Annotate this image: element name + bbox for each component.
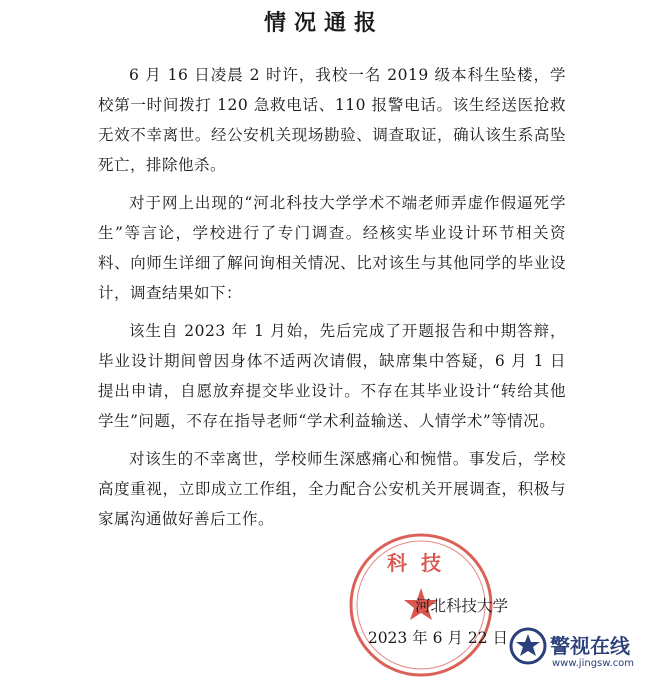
seal-top-text: 科技	[387, 551, 455, 575]
signature-block	[368, 590, 508, 654]
paragraph-4: 对该生的不幸离世，学校师生深感痛心和惋惜。事发后，学校高度重视，立即成立工作组，全力配合公安机关开展调查，积极与家属沟通做好善后工作。	[98, 450, 566, 528]
paragraph-2: 对于网上出现的“河北科技大学学术不端老师弄虚作假逼死学生”等言论，学校进行了专门调查。经核实毕业设计环节相关资料、向师生详细了解问询相关情况、比对该生与其他同学的毕业设计，调查结果如下：	[98, 194, 566, 302]
signature-date: 2023 年 6 月 22 日	[367, 629, 508, 647]
watermark-url: www.jingsw.com	[552, 658, 635, 669]
police-badge-icon	[508, 626, 548, 666]
paragraph-1: 6 月 16 日凌晨 2 时许，我校一名 2019 级本科生坠楼，学校第一时间拨打 120 急救电话、110 报警电话。该生经送医抢救无效不幸离世。经公安机关现场勘验、调查取证，确认该生系高坠死亡，排除他杀。	[98, 66, 566, 174]
paragraph-3: 该生自 2023 年 1 月始，先后完成了开题报告和中期答辩，毕业设计期间曾因身体不适两次请假，缺席集中答疑，6 月 1 日提出申请，自愿放弃提交毕业设计。不存在其毕业设计“转给其他学生”问题，不存在指导老师“学术利益输送、人情学术”等情况。	[98, 322, 566, 430]
site-watermark	[508, 626, 636, 676]
document-body	[98, 60, 566, 542]
signature-org: 河北科技大学	[414, 597, 508, 615]
document-title: 情况通报	[263, 10, 384, 36]
watermark-name: 警视在线	[550, 634, 630, 658]
